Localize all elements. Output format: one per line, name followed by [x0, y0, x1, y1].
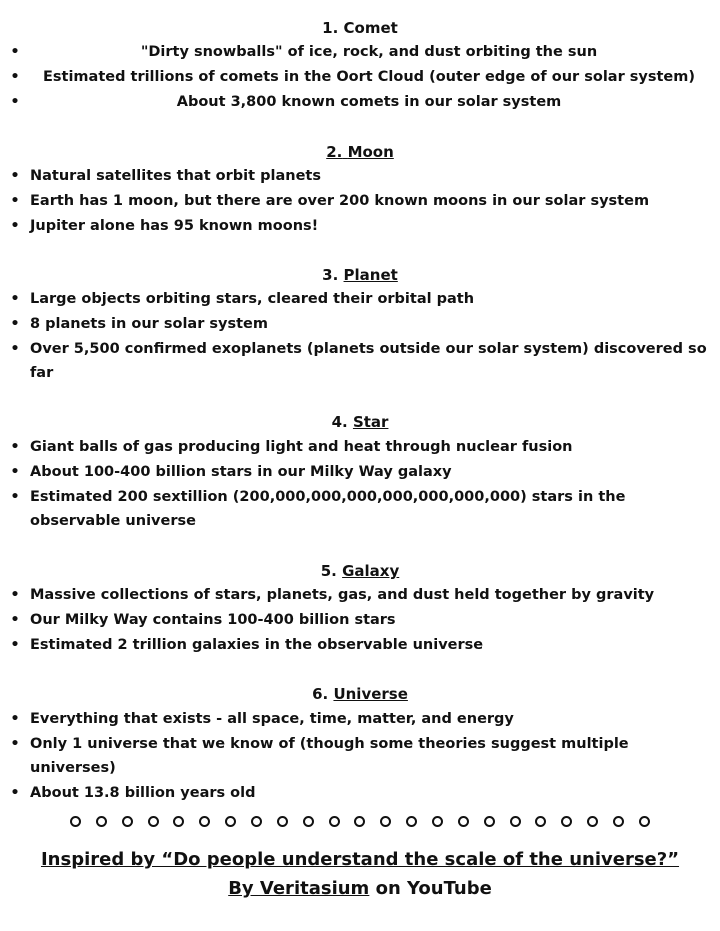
circle-icon	[535, 816, 546, 827]
circle-icon	[561, 816, 572, 827]
section-title-comet: 1. Comet	[322, 19, 398, 37]
section-title-planet: 3. Planet	[322, 266, 398, 284]
circle-divider	[70, 816, 650, 827]
circle-icon	[458, 816, 469, 827]
circle-icon	[96, 816, 107, 827]
section-title-moon: 2. Moon	[326, 143, 394, 161]
circle-icon	[70, 816, 81, 827]
circle-icon	[148, 816, 159, 827]
circle-icon	[639, 816, 650, 827]
circle-icon	[173, 816, 184, 827]
circle-icon	[613, 816, 624, 827]
circle-icon	[406, 816, 417, 827]
section-title-galaxy: 5. Galaxy	[320, 562, 400, 580]
circle-icon	[251, 816, 262, 827]
circle-icon	[329, 816, 340, 827]
circle-icon	[380, 816, 391, 827]
circle-icon	[354, 816, 365, 827]
circle-icon	[277, 816, 288, 827]
circle-icon	[484, 816, 495, 827]
circle-icon	[122, 816, 133, 827]
section-title-star: 4. Star	[331, 413, 389, 431]
circle-icon	[225, 816, 236, 827]
circle-icon	[199, 816, 210, 827]
section-title-universe: 6. Universe	[312, 685, 408, 703]
circle-icon	[432, 816, 443, 827]
page: 1. Comet • "Dirty snowballs" of ice, rock, and dust orbiting the sun • Estimated trillions of comets in the Oort Cloud (outer edge of our solar system) • About 3,800 known comets in our solar system 2. Moon • Natural satellites that orbit planets • Earth has 1 moon, but there are over 200 known moons in our solar system • Jupiter alone has 95 known moons! 3. Planet • Large objects orbiting stars, cleared their orbital path • 8 planets in our solar system • Over 5,500 confirmed exoplanets (planets outside our solar system) discovered so far 4. Star • Giant balls of gas producing light and heat through nuclear fusion • About 100-400 billion stars in our Milky Way galaxy • Estimated 200 sextillion (200,000,000,000,000,000,000,000) stars in the observable universe 5. Galaxy • Massive collections of stars, planets, gas, and dust held together by gravity • Our Milky Way contains 100-400 billion stars • Estimated 2 trillion galaxies in the observable universe 6. Universe • Everything that exists - all space, time, matter, and energy • Only 1 universe that we know of (though some theories suggest multiple universes) • About 13.8 billion years old Inspired by “Do people understand the scale of the universe?” By Veritasium on YouTube	[0, 0, 720, 931]
circle-icon	[510, 816, 521, 827]
circle-icon	[587, 816, 598, 827]
credit-line-1: Inspired by “Do people understand the scale of the universe?”	[40, 849, 680, 870]
credit-line-2: By Veritasium on YouTube	[228, 878, 492, 899]
veritasium-link[interactable]: By Veritasium	[228, 878, 370, 899]
circle-icon	[303, 816, 314, 827]
